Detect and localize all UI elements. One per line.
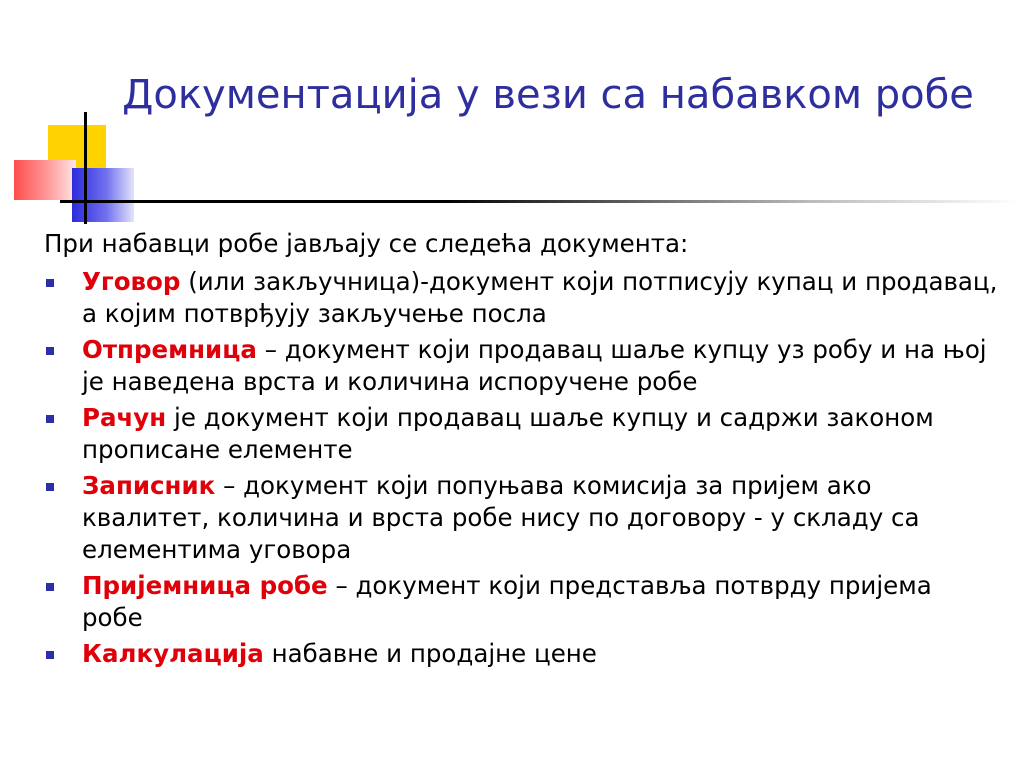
bullet-icon [46,415,54,423]
decor-vertical-line [84,112,87,224]
item-text: (или закључница)-документ који потписују купац и продавац, а којим потврђују закључење посла [82,267,998,328]
list-item [44,470,1000,566]
item-text: – документ који представља потврду пријема робе [82,571,932,632]
item-text: набавне и продајне цене [263,639,597,668]
item-term: Калкулација [82,639,264,668]
item-text: – документ који попуњава комисија за пријем ако квалитет, количина и врста робе нису по договору - у складу са елементима уговора [82,471,920,564]
list-item [44,570,1000,634]
bullet-icon [46,347,54,355]
item-text: – документ који продавац шаље купцу уз робу и на њој је наведена врста и количина испоручене робе [82,335,987,396]
bullet-icon [46,483,54,491]
slide-body [44,228,1000,674]
document-list [44,266,1000,670]
item-term: Отпремница [82,335,257,364]
bullet-icon [46,583,54,591]
title-divider-line [60,200,1020,203]
item-term: Записник [82,471,216,500]
bullet-icon [46,279,54,287]
item-term: Рачун [82,403,167,432]
list-item [44,638,1000,670]
item-term: Уговор [82,267,181,296]
list-item [44,334,1000,398]
slide-title: Документација у вези са набавком робе [122,72,974,118]
intro-text: При набавци робе јављају се следећа документа: [44,229,689,258]
decor-blue-square [72,168,134,222]
item-text: је документ који продавац шаље купцу и садржи законом прописане елементе [82,403,934,464]
bullet-icon [46,651,54,659]
item-term: Пријемница робе [82,571,328,600]
list-item [44,402,1000,466]
decor-red-square [14,160,76,200]
list-item [44,266,1000,330]
